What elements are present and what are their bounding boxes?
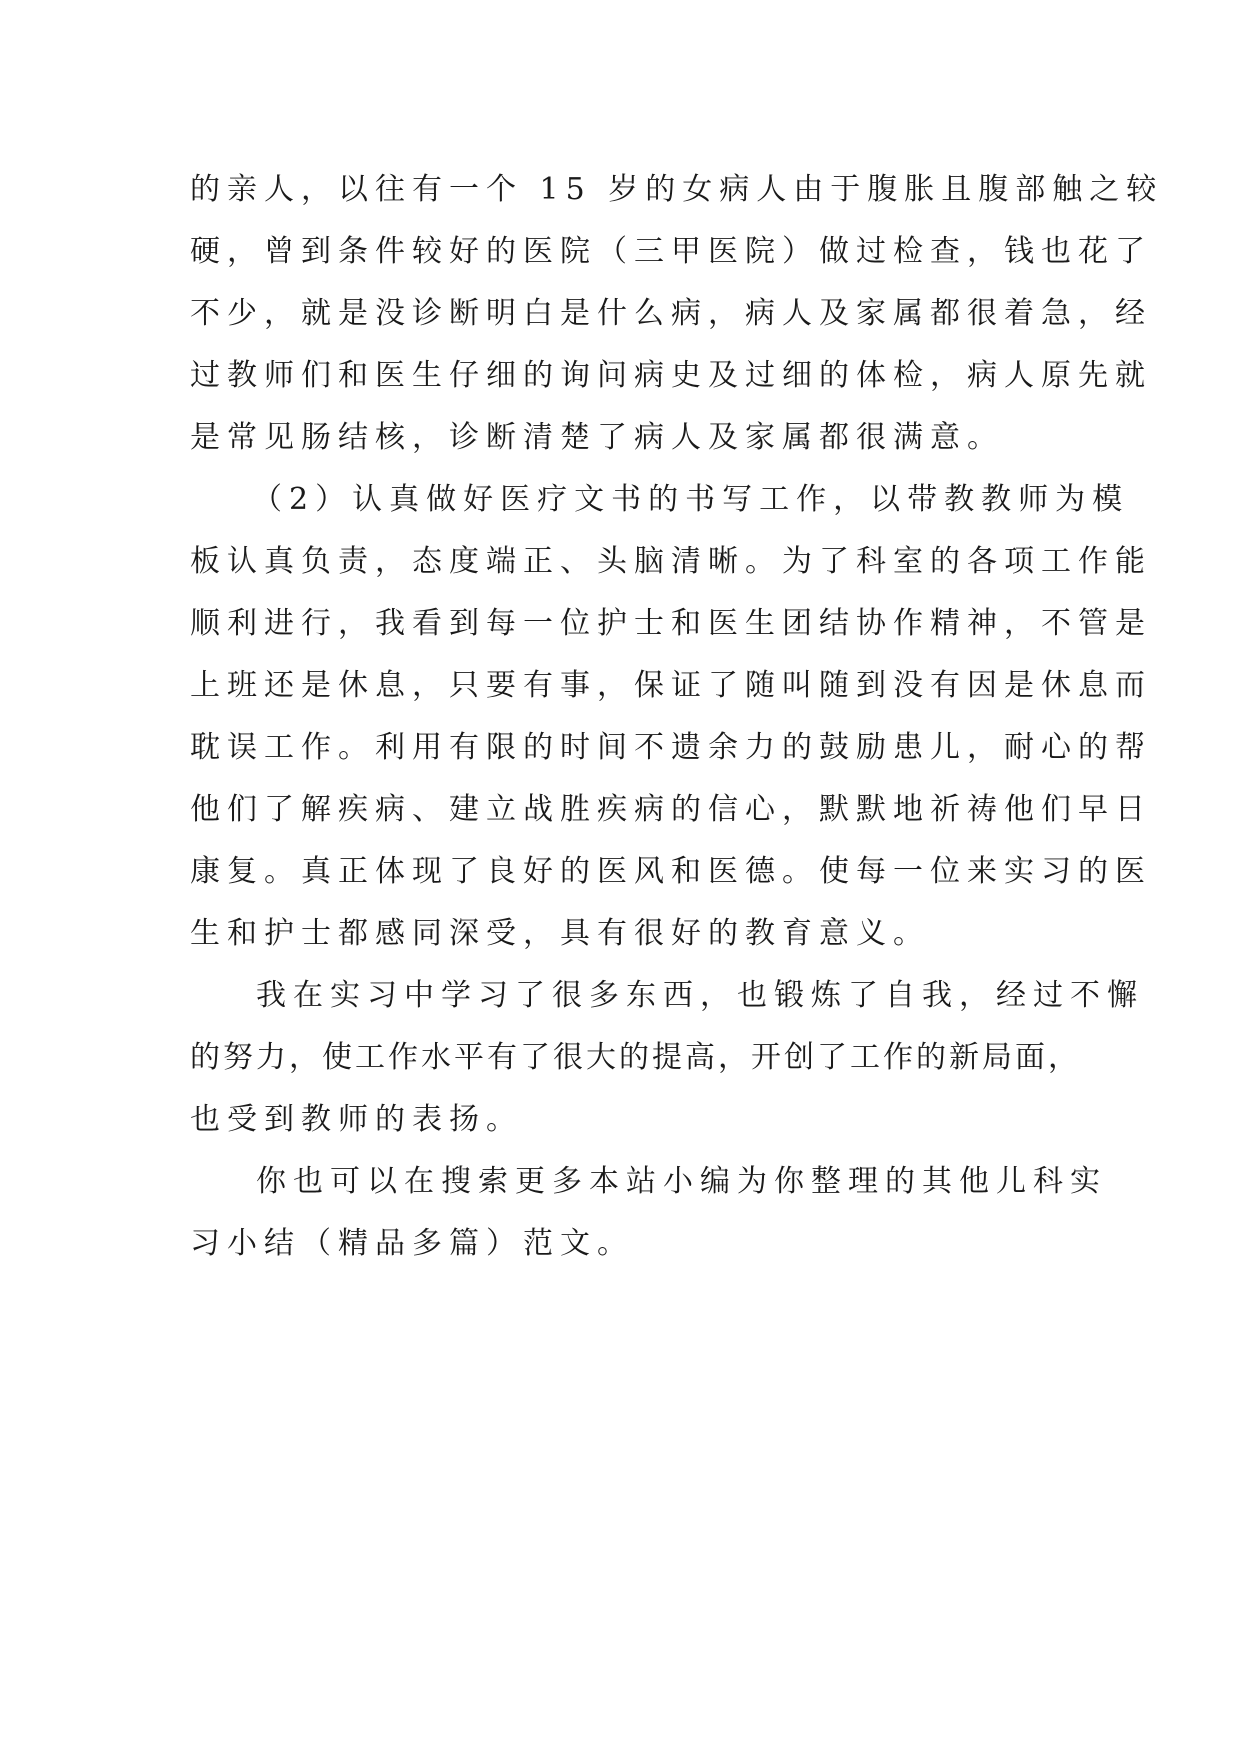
text-line: 生和护士都感同深受，具有很好的教育意义。 (190, 916, 930, 951)
text-line: 顺利进行，我看到每一位护士和医生团结协作精神，不管是 (190, 606, 1152, 641)
text-line: 习小结（精品多篇）范文。 (190, 1226, 634, 1261)
text-line: 不少，就是没诊断明白是什么病，病人及家属都很着急，经 (190, 296, 1152, 331)
text-line: 你也可以在搜索更多本站小编为你整理的其他儿科实 (256, 1164, 1107, 1199)
text-line: 耽误工作。利用有限的时间不遗余力的鼓励患儿，耐心的帮 (190, 730, 1152, 765)
text-line: 板认真负责，态度端正、头脑清晰。为了科室的各项工作能 (190, 544, 1152, 579)
text-line: 是常见肠结核，诊断清楚了病人及家属都很满意。 (190, 420, 1004, 455)
text-line: （2）认真做好医疗文书的书写工作，以带教教师为模 (252, 482, 1130, 517)
text-line: 也受到教师的表扬。 (190, 1102, 523, 1137)
text-line: 康复。真正体现了良好的医风和医德。使每一位来实习的医 (190, 854, 1152, 889)
text-line: 上班还是休息，只要有事，保证了随叫随到没有因是休息而 (190, 668, 1152, 703)
text-line: 他们了解疾病、建立战胜疾病的信心，默默地祈祷他们早日 (190, 792, 1152, 827)
text-line: 我在实习中学习了很多东西，也锻炼了自我，经过不懈 (256, 978, 1144, 1013)
text-line: 过教师们和医生仔细的询问病史及过细的体检，病人原先就 (190, 358, 1152, 393)
text-line: 硬，曾到条件较好的医院（三甲医院）做过检查，钱也花了 (190, 234, 1152, 269)
text-line: 的亲人，以往有一个 15 岁的女病人由于腹胀且腹部触之较 (190, 172, 1164, 207)
body-text (190, 159, 1164, 1275)
text-line: 的努力，使工作水平有了很大的提高，开创了工作的新局面， (190, 1040, 1081, 1075)
